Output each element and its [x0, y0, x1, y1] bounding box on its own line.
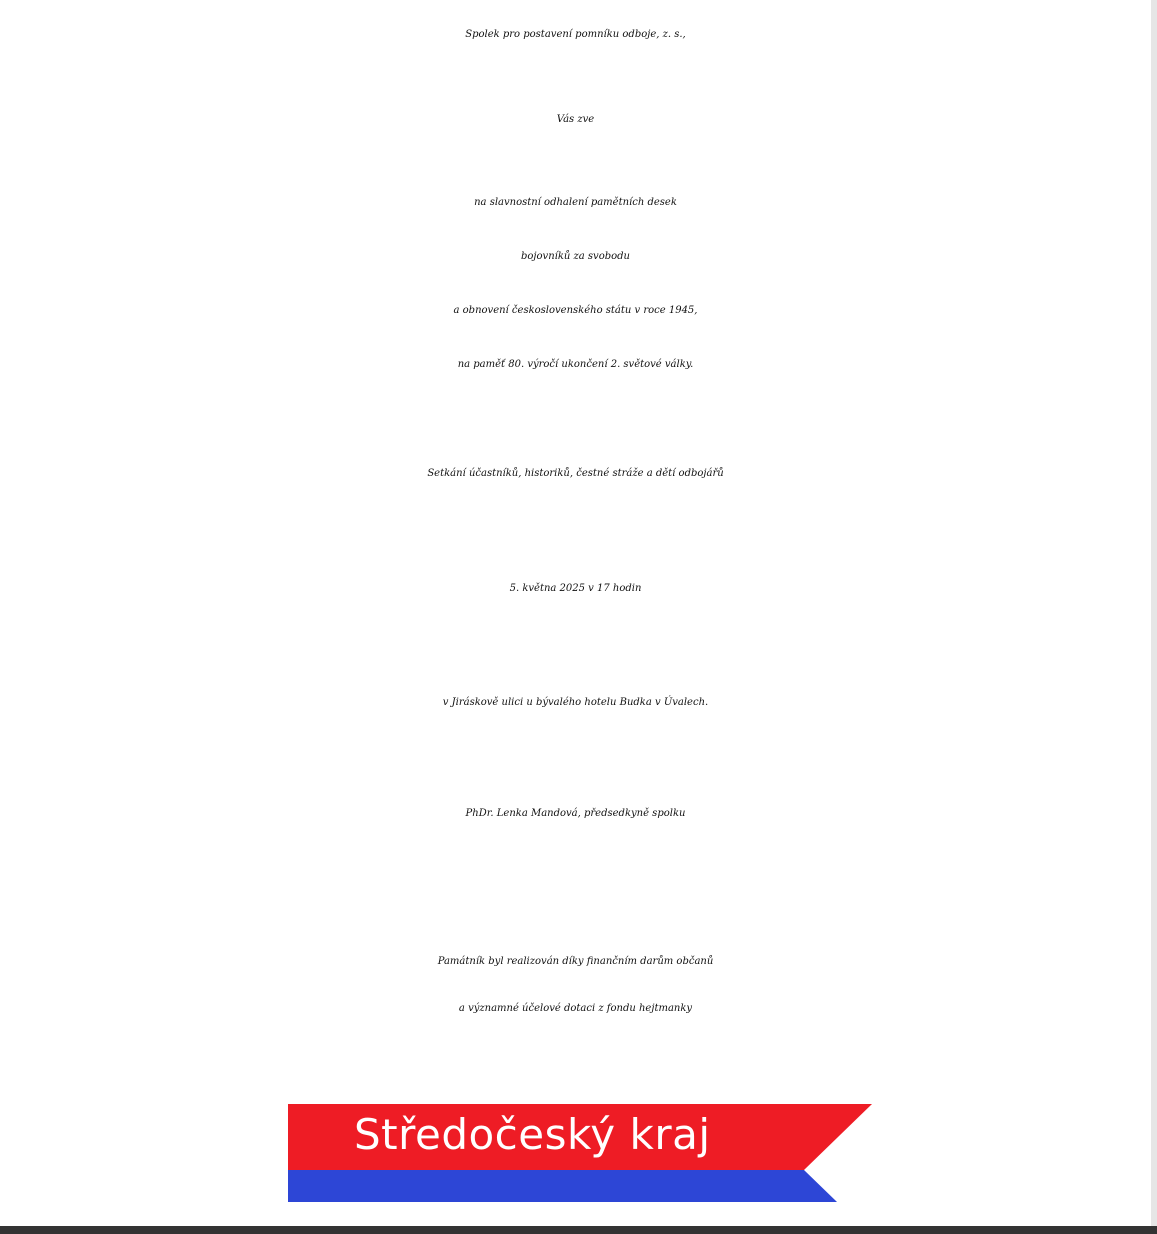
event-date-time: 5. května 2025 v 17 hodin	[509, 583, 642, 594]
funding-note-line: a významné účelové dotaci z fondu hejtmanky	[458, 1003, 693, 1014]
page-edge	[1151, 0, 1157, 1234]
signature: PhDr. Lenka Mandová, předsedkyně spolku	[465, 808, 686, 819]
logo-text: Středočeský kraj	[354, 1110, 711, 1159]
funding-note-line: Památník byl realizován díky finančním darům občanů	[437, 956, 714, 967]
purpose-line: a obnovení československého státu v roce 1945,	[453, 305, 698, 316]
logo-blue-band	[288, 1170, 837, 1202]
bottom-bar	[0, 1226, 1157, 1234]
invitation-phrase: Vás zve	[556, 114, 595, 125]
event-location: v Jiráskově ulici u bývalého hotelu Budka v Úvalech.	[442, 697, 709, 708]
purpose-line: na slavnostní odhalení pamětních desek	[474, 197, 677, 208]
purpose-line: bojovníků za svobodu	[521, 251, 630, 262]
meeting-description: Setkání účastníků, historiků, čestné stráže a dětí odbojářů	[427, 468, 724, 479]
organization-name: Spolek pro postavení pomníku odboje, z. s.,	[465, 29, 686, 40]
purpose-line: na paměť 80. výročí ukončení 2. světové války.	[457, 359, 694, 370]
stredocesky-kraj-logo	[288, 1104, 872, 1204]
